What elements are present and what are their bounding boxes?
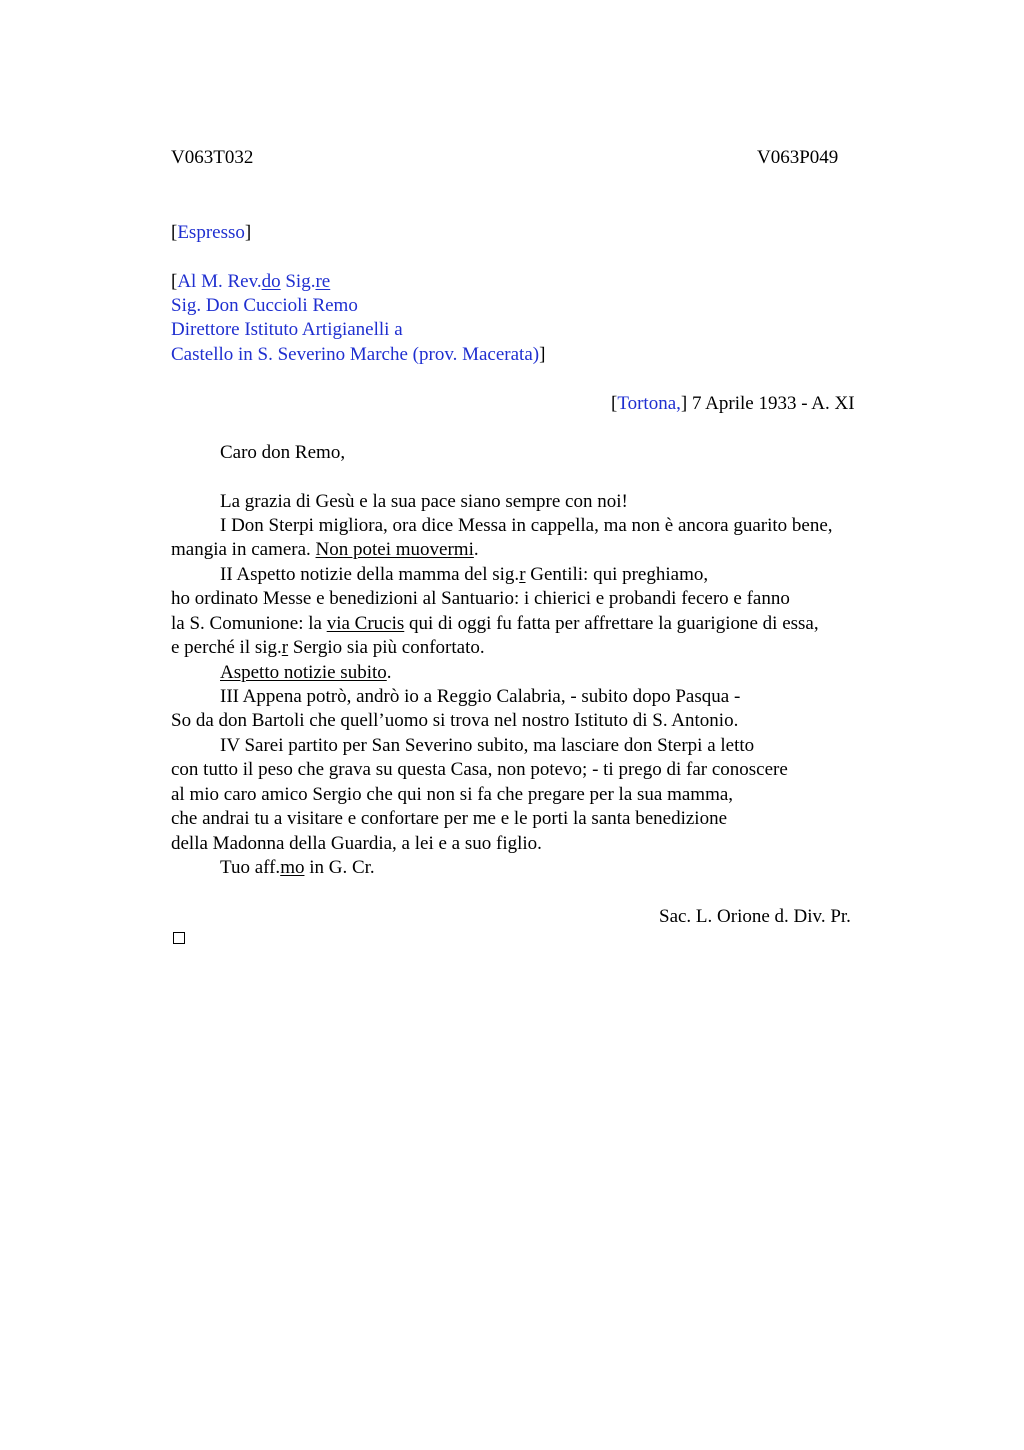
body-line-10: So da don Bartoli che quell’uomo si trova nel nostro Istituto di S. Antonio.: [171, 710, 739, 731]
espresso-text: Espresso: [177, 222, 245, 243]
body-line-12: con tutto il peso che grava su questa Casa, non potevo; - ti prego di far conoscere: [171, 759, 788, 780]
body-line-14: che andrai tu a visitare e confortare per me e le porti la santa benedizione: [171, 808, 728, 829]
address-line-2: Sig. Don Cuccioli Remo: [171, 295, 358, 316]
body-line-3: mangia in camera. Non potei muovermi.: [171, 539, 479, 560]
body-line-11: IV Sarei partito per San Severino subito, ma lasciare don Sterpi a letto: [220, 735, 755, 756]
letter-date: [Tortona,] 7 Aprile 1933 - A. XI: [611, 393, 855, 414]
document-code-right: V063P049: [757, 147, 839, 168]
body-line-9: III Appena potrò, andrò io a Reggio Calabria, - subito dopo Pasqua -: [220, 686, 741, 707]
body-line-2: I Don Sterpi migliora, ora dice Messa in cappella, ma non è ancora guarito bene,: [220, 515, 833, 536]
address-line-1: [Al M. Rev.do Sig.re: [171, 271, 331, 292]
address-line-3: Direttore Istituto Artigianelli a: [171, 319, 403, 340]
body-line-6: la S. Comunione: la via Crucis qui di oggi fu fatta per affrettare la guarigione di essa,: [171, 613, 819, 634]
salutation: Caro don Remo,: [220, 442, 346, 463]
body-line-5: ho ordinato Messe e benedizioni al Santuario: i chierici e probandi fecero e fanno: [171, 588, 790, 609]
body-line-13: al mio caro amico Sergio che qui non si fa che pregare per la sua mamma,: [171, 784, 734, 805]
date-place: Tortona,: [617, 393, 681, 414]
closing-line: Tuo aff.mo in G. Cr.: [220, 857, 375, 878]
document-code-left: V063T032: [171, 147, 254, 168]
body-line-1: La grazia di Gesù e la sua pace siano sempre con noi!: [220, 491, 628, 512]
espresso-note: [Espresso]: [171, 222, 252, 243]
body-line-8: Aspetto notizie subito.: [220, 662, 392, 683]
end-box-icon: [173, 932, 185, 944]
signature: Sac. L. Orione d. Div. Pr.: [659, 906, 851, 927]
body-line-7: e perché il sig.r Sergio sia più confortato.: [171, 637, 485, 658]
body-line-15: della Madonna della Guardia, a lei e a suo figlio.: [171, 833, 542, 854]
address-line-4: Castello in S. Severino Marche (prov. Macerata)]: [171, 344, 546, 365]
body-line-4: II Aspetto notizie della mamma del sig.r Gentili: qui preghiamo,: [220, 564, 709, 585]
